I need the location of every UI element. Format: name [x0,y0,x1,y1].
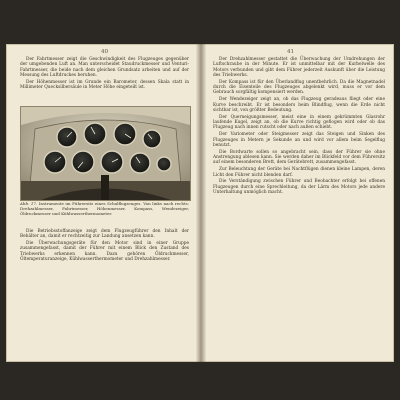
paragraph: Zur Beleuchtung der Geräte bei Nachtflügen dienen kleine Lampen, deren Licht den Führer nicht blenden darf. [213,167,385,178]
figure-label: Abb. 17. [20,201,38,206]
paragraph: Die Überwachungsgeräte für den Motor sind in einer Gruppe zusammengefasst, damit der Führer mit einem Blick den Zustand des Triebwerks erkennen kann. Dazu gehören Öldruckmesser, Öltemperaturanzeige, Kühlwasserthermometer und Drehzahlmesser. [20,241,189,263]
page-number-right: 41 [287,49,295,55]
right-page [201,44,394,362]
paragraph: Der Wendezeiger zeigt an, ob das Flugzeug geradeaus fliegt oder eine Kurve beschreibt. Er ist besonders beim Blindflug, wenn die Erde nicht sichtbar ist, von größter Bedeutung. [213,97,385,113]
left-page [6,44,199,362]
cockpit-photo-graphic [21,107,190,200]
left-page-bottom-text [20,229,189,264]
book-spread [6,44,394,362]
paragraph: Der Drehzahlmesser gestattet die Überwachung der Umdrehungen der Luftschraube in der Minute. Er ist unmittelbar mit der Kurbelwelle des Motors verbunden und gibt dem Führer jederzeit Auskunft über die Leistung des Triebwerks. [213,57,385,78]
paragraph: Die Bordwarte sollen so angebracht sein, dass der Führer sie ohne Anstrengung ablesen kann. Sie werden daher im Blickfeld vor dem Führersitz auf einem besonderen Brett, dem Gerätebrett, zusammengefasst. [213,149,385,166]
right-page-text [213,57,385,197]
paragraph: Die Verständigung zwischen Führer und Beobachter erfolgt bei offenen Flugzeugen durch eine Sprechleitung, da der Lärm des Motors jede andere Unterhaltung unmöglich macht. [213,179,385,195]
left-page-top-text [20,57,189,92]
paragraph: Der Querneigungsmesser, meist eine in einem gekrümmten Glasrohr laufende Kugel, zeigt an, ob die Kurve richtig geflogen wird oder ob das Flugzeug nach innen rutscht oder nach außen schiebt. [213,114,385,131]
paragraph: Der Höhenmesser ist im Grunde ein Barometer, dessen Skala statt in Millimeter Quecksilbersäule in Meter Höhe eingeteilt ist. [20,79,189,91]
paragraph: Der Variometer oder Steigmesser zeigt das Steigen und Sinken des Flugzeuges in Metern je Sekunde an und wird vor allem beim Segelflug benutzt. [213,132,385,148]
page-number-left: 40 [101,49,109,55]
paragraph: Der Kompass ist für den Überlandflug unentbehrlich. Da die Magnetnadel durch die Eisenteile des Flugzeuges abgelenkt wird, muss er vor dem Gebrauch sorgfältig kompensiert werden. [213,79,385,96]
figure-caption-text: Instrumente im Führersitz eines Schulflugzeuges. Von links nach rechts: Drehzahlmesser, Fahrtmesser, Höhenmesser, Kompass, Wendezeiger, Öldruckmesser und Kühlwasserthermometer. [20,201,189,216]
paragraph: Der Fahrtmesser zeigt die Geschwindigkeit des Flugzeuges gegenüber der umgebenden Luft an. Man unterscheidet Staudruckmesser und Venturi-Fahrtmesser, die beide nach dem gleichen Grundsatz arbeiten und auf der Messung des Luftdruckes beruhen. [20,57,189,78]
cockpit-instrument-photo [20,106,191,201]
figure-caption [20,202,189,217]
paragraph: Die Betriebsstoffanzeige zeigt dem Flugzeugführer den Inhalt der Behälter an, damit er rechtzeitig zur Landung ansetzen kann. [20,229,189,240]
